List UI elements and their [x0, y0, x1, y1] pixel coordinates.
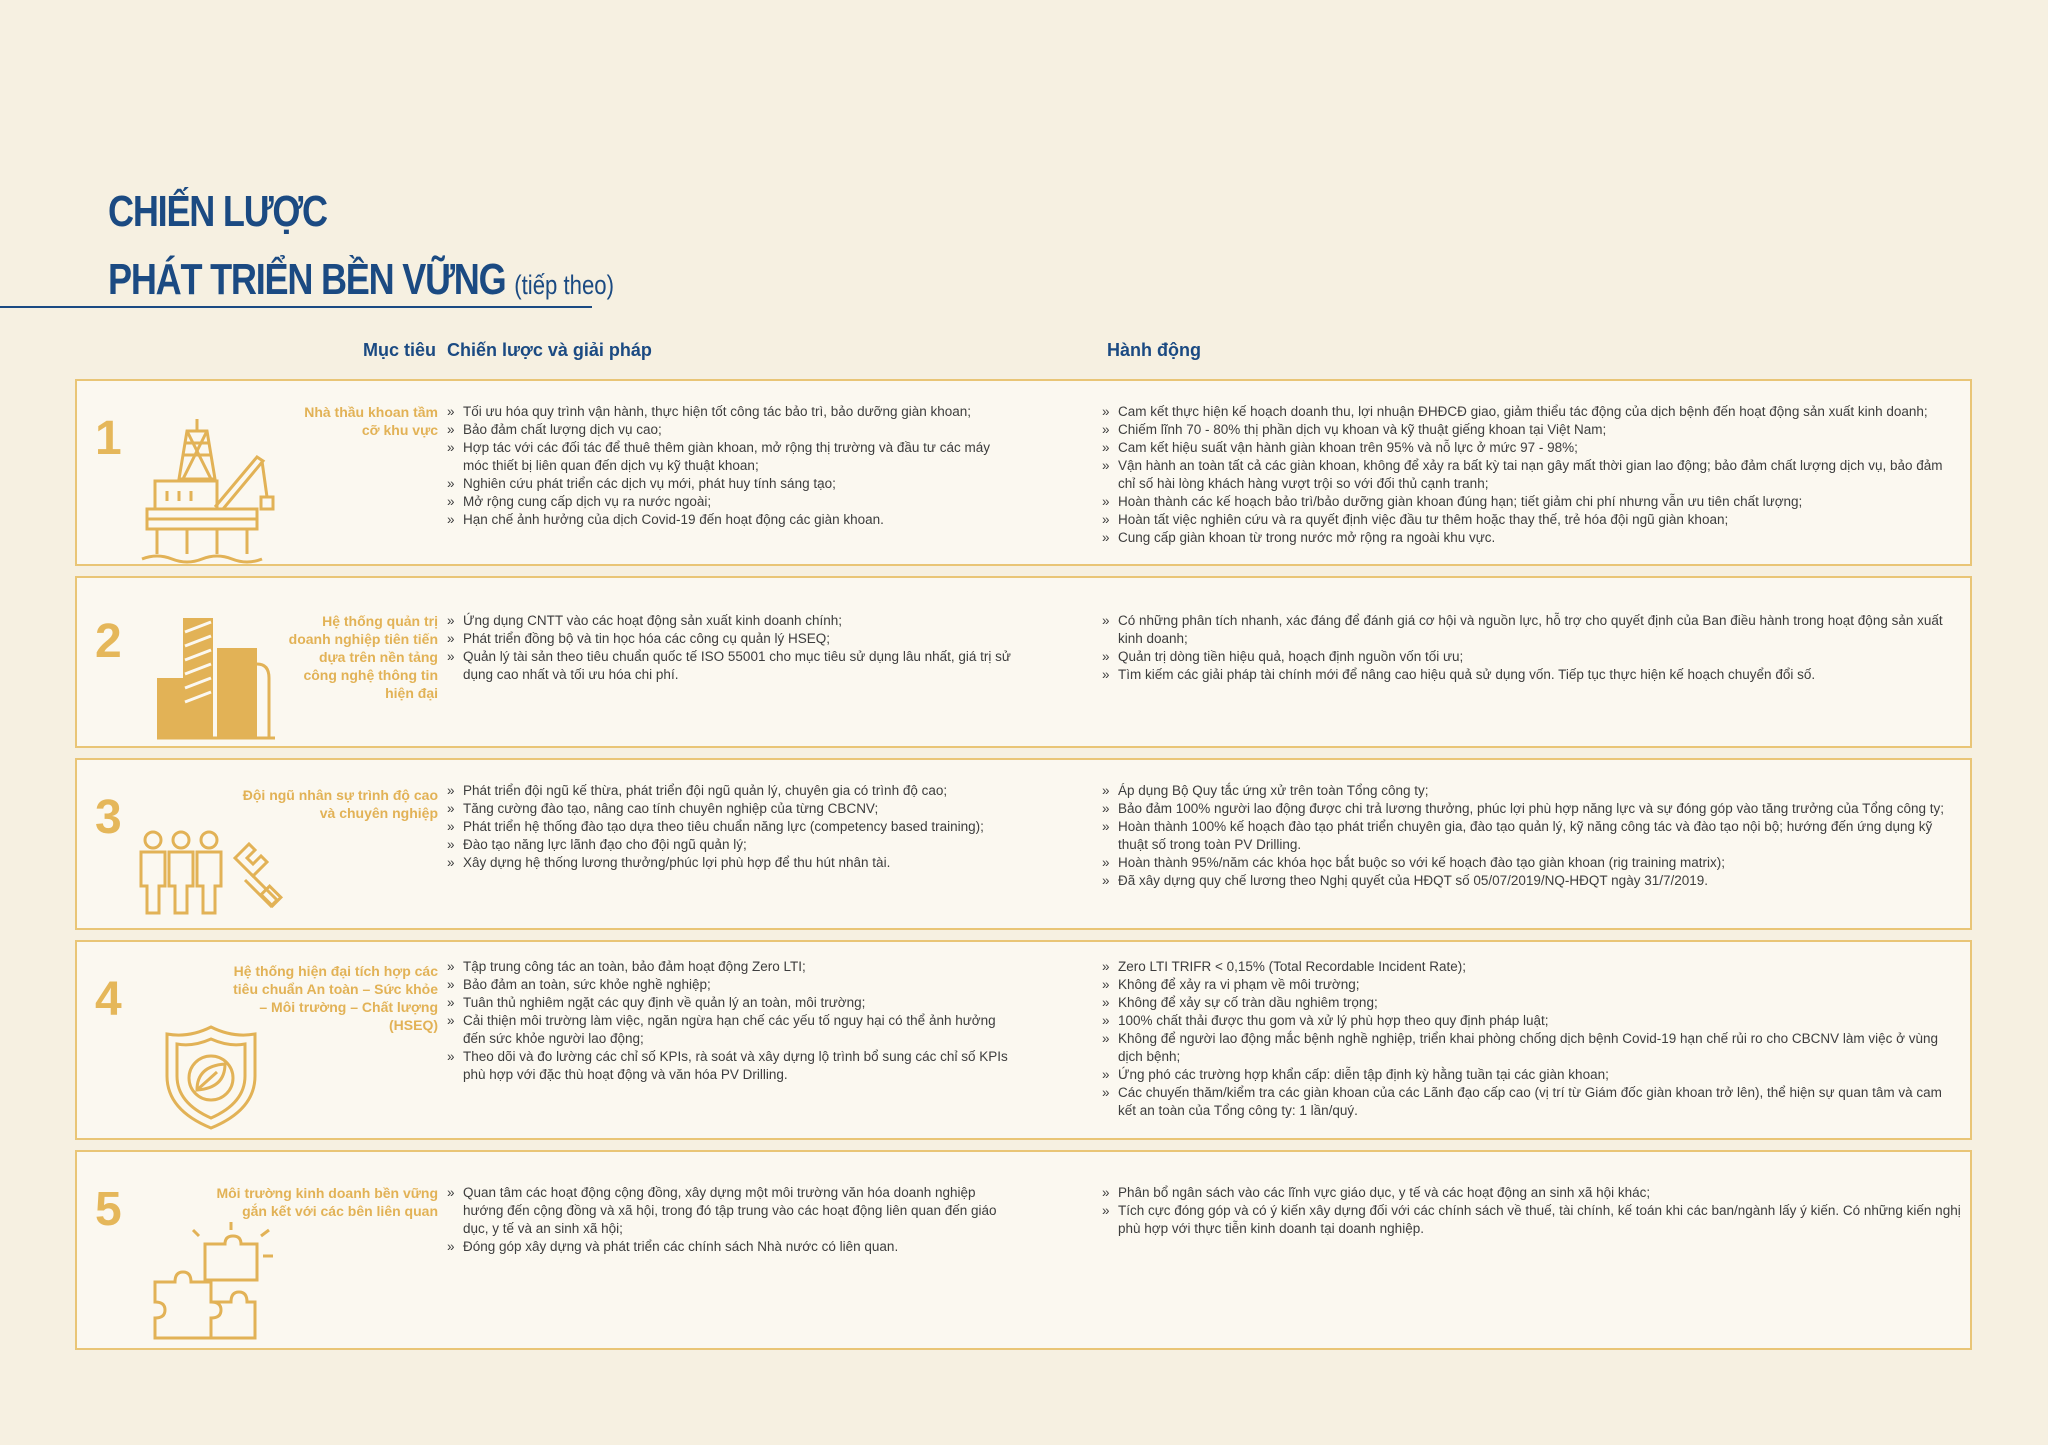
list-item: » Phát triển đồng bộ và tin học hóa các công cụ quản lý HSEQ; — [447, 630, 1017, 648]
list-item: » Nghiên cứu phát triển các dịch vụ mới, phát huy tính sáng tạo; — [447, 475, 1017, 493]
list-item: » Không để xảy sự cố tràn dầu nghiêm trọng; — [1102, 994, 1962, 1012]
column-header-goal: Mục tiêu — [363, 340, 437, 360]
list-item: » Theo dõi và đo lường các chỉ số KPIs, rà soát và xây dựng lộ trình bổ sung các chỉ số KPIs phù hợp với đặc thù hoạt động và văn hóa PV Drilling. — [447, 1048, 1017, 1084]
list-item: » Tăng cường đào tạo, nâng cao tính chuyên nghiệp của từng CBCNV; — [447, 800, 1017, 818]
strategy-list — [447, 782, 1017, 872]
list-item: » Các chuyến thăm/kiểm tra các giàn khoan của các Lãnh đạo cấp cao (vị trí từ Giám đốc giàn khoan trở lên), thể hiện sự quan tâm và cam kết an toàn của Tổng công ty: 1 lần/quý. — [1102, 1084, 1962, 1120]
list-item: » Tập trung công tác an toàn, bảo đảm hoạt động Zero LTI; — [447, 958, 1017, 976]
strategy-row-2 — [75, 576, 1972, 748]
title-line-2 — [108, 246, 614, 319]
row-number: 1 — [95, 412, 122, 465]
list-item: » Hạn chế ảnh hưởng của dịch Covid-19 đến hoạt động các giàn khoan. — [447, 511, 1017, 529]
title-line-2-text: PHÁT TRIỂN BỀN VỮNG — [108, 255, 506, 304]
list-item: » Vận hành an toàn tất cả các giàn khoan, không để xảy ra bất kỳ tai nạn gây mất thời gian lao động; bảo đảm chất lượng dịch vụ, bảo đảm chỉ số hài lòng khách hàng vượt trội so với đối thủ cạnh tranh; — [1102, 457, 1962, 493]
goal-label: Môi trường kinh doanh bền vững gắn kết với các bên liên quan — [216, 1185, 438, 1219]
column-header-strategy: Chiến lược và giải pháp — [447, 340, 652, 360]
row-number: 2 — [95, 615, 122, 668]
strategy-row-4 — [75, 940, 1972, 1140]
list-item: » Hoàn thành 100% kế hoạch đào tạo phát triển chuyên gia, đào tạo quản lý, kỹ năng công tác và đào tạo nội bộ; hướng đến ứng dụng kỹ thuật số trong toàn PV Drilling. — [1102, 818, 1962, 854]
list-item: » Tích cực đóng góp và có ý kiến xây dựng đối với các chính sách về thuế, tài chính, kế toán khi các ban/ngành lấy ý kiến. Có những kiến nghị phù hợp với thực tiễn kinh doanh tại doanh nghiệp. — [1102, 1202, 1962, 1238]
list-item: » 100% chất thải được thu gom và xử lý phù hợp theo quy định pháp luật; — [1102, 1012, 1962, 1030]
list-item: » Đã xây dựng quy chế lương theo Nghị quyết của HĐQT số 05/07/2019/NQ-HĐQT ngày 31/7/2019. — [1102, 872, 1962, 890]
strategy-row-1 — [75, 379, 1972, 566]
list-item: » Cung cấp giàn khoan từ trong nước mở rộng ra ngoài khu vực. — [1102, 529, 1962, 547]
list-item: » Tìm kiếm các giải pháp tài chính mới để nâng cao hiệu quả sử dụng vốn. Tiếp tục thực hiện kế hoạch chuyển đổi số. — [1102, 666, 1962, 684]
list-item: » Hoàn tất việc nghiên cứu và ra quyết định việc đầu tư thêm hoặc thay thế, trẻ hóa đội ngũ giàn khoan; — [1102, 511, 1962, 529]
drilling-rig-icon — [137, 419, 297, 564]
list-item: » Không để người lao động mắc bệnh nghề nghiệp, triển khai phòng chống dịch bệnh Covid-19 hạn chế rủi ro cho CBCNV làm việc ở vùng dịch bệnh; — [1102, 1030, 1962, 1066]
title-line-1: CHIẾN LƯỢC — [108, 187, 327, 236]
action-list — [1102, 612, 1962, 684]
page-title — [108, 178, 614, 319]
list-item: » Tối ưu hóa quy trình vận hành, thực hiện tốt công tác bảo trì, bảo dưỡng giàn khoan; — [447, 403, 1017, 421]
strategy-list — [447, 1184, 1017, 1256]
list-item: » Áp dụng Bộ Quy tắc ứng xử trên toàn Tổng công ty; — [1102, 782, 1962, 800]
action-list — [1102, 958, 1962, 1120]
strategy-list — [447, 612, 1017, 684]
list-item: » Mở rộng cung cấp dịch vụ ra nước ngoài; — [447, 493, 1017, 511]
list-item: » Hợp tác với các đối tác để thuê thêm giàn khoan, mở rộng thị trường và đầu tư các máy móc thiết bị liên quan đến dịch vụ kỹ thuật khoan; — [447, 439, 1017, 475]
puzzle-icon — [145, 1222, 275, 1342]
list-item: » Bảo đảm an toàn, sức khỏe nghề nghiệp; — [447, 976, 1017, 994]
list-item: » Hoàn thành 95%/năm các khóa học bắt buộc so với kế hoạch đào tạo giàn khoan (rig training matrix); — [1102, 854, 1962, 872]
row-number: 3 — [95, 791, 122, 844]
list-item: » Cam kết hiệu suất vận hành giàn khoan trên 95% và nỗ lực ở mức 97 - 98%; — [1102, 439, 1962, 457]
list-item: » Không để xảy ra vi phạm về môi trường; — [1102, 976, 1962, 994]
goal-label: Đội ngũ nhân sự trình độ cao và chuyên nghiệp — [242, 787, 438, 821]
list-item: » Quản trị dòng tiền hiệu quả, hoạch định nguồn vốn tối ưu; — [1102, 648, 1962, 666]
team-tools-icon — [135, 828, 295, 918]
strategy-row-3 — [75, 758, 1972, 930]
goal-label: Hệ thống hiện đại tích hợp các tiêu chuẩn An toàn – Sức khỏe – Môi trường – Chất lượng (HSEQ) — [233, 963, 438, 1033]
list-item: » Xây dựng hệ thống lương thưởng/phúc lợi phù hợp để thu hút nhân tài. — [447, 854, 1017, 872]
title-suffix: (tiếp theo) — [514, 270, 614, 300]
goal-label: Hệ thống quản trị doanh nghiệp tiên tiến dựa trên nền tảng công nghệ thông tin hiện đại — [288, 613, 438, 701]
list-item: » Hoàn thành các kế hoạch bảo trì/bảo dưỡng giàn khoan đúng hạn; tiết giảm chi phí nhưng vẫn ưu tiên chất lượng; — [1102, 493, 1962, 511]
list-item: » Phân bổ ngân sách vào các lĩnh vực giáo dục, y tế và các hoạt động an sinh xã hội khác; — [1102, 1184, 1962, 1202]
list-item: » Cam kết thực hiện kế hoạch doanh thu, lợi nhuận ĐHĐCĐ giao, giảm thiểu tác động của dịch bệnh đến hoạt động sản xuất kinh doanh; — [1102, 403, 1962, 421]
list-item: » Ứng dụng CNTT vào các hoạt động sản xuất kinh doanh chính; — [447, 612, 1017, 630]
action-list — [1102, 1184, 1962, 1238]
column-header-action: Hành động — [1107, 340, 1201, 360]
list-item: » Quản lý tài sản theo tiêu chuẩn quốc tế ISO 55001 cho mục tiêu sử dụng lâu nhất, giá trị sử dụng cao nhất và tối ưu hóa chi phí. — [447, 648, 1017, 684]
buildings-icon — [157, 618, 277, 740]
list-item: » Phát triển đội ngũ kế thừa, phát triển đội ngũ quản lý, chuyên gia có trình độ cao; — [447, 782, 1017, 800]
action-list — [1102, 782, 1962, 890]
strategy-list — [447, 958, 1017, 1084]
list-item: » Ứng phó các trường hợp khẩn cấp: diễn tập định kỳ hằng tuần tại các giàn khoan; — [1102, 1066, 1962, 1084]
list-item: » Quan tâm các hoạt động cộng đồng, xây dựng một môi trường văn hóa doanh nghiệp hướng đến cộng đồng và xã hội, trong đó tập trung vào các hoạt động liên quan đến giáo dục, y tế và an sinh xã hội; — [447, 1184, 1017, 1238]
title-divider — [0, 306, 592, 308]
list-item: » Phát triển hệ thống đào tạo dựa theo tiêu chuẩn năng lực (competency based training); — [447, 818, 1017, 836]
list-item: » Cải thiện môi trường làm việc, ngăn ngừa hạn chế các yếu tố nguy hại có thể ảnh hưởng đến sức khỏe người lao động; — [447, 1012, 1017, 1048]
action-list — [1102, 403, 1962, 547]
list-item: » Có những phân tích nhanh, xác đáng để đánh giá cơ hội và nguồn lực, hỗ trợ cho quyết định của Ban điều hành trong hoạt động sản xuất kinh doanh; — [1102, 612, 1962, 648]
list-item: » Chiếm lĩnh 70 - 80% thị phần dịch vụ khoan và kỹ thuật giếng khoan tại Việt Nam; — [1102, 421, 1962, 439]
strategy-list — [447, 403, 1017, 529]
list-item: » Đóng góp xây dựng và phát triển các chính sách Nhà nước có liên quan. — [447, 1238, 1017, 1256]
list-item: » Zero LTI TRIFR < 0,15% (Total Recordable Incident Rate); — [1102, 958, 1962, 976]
list-item: » Bảo đảm chất lượng dịch vụ cao; — [447, 421, 1017, 439]
list-item: » Tuân thủ nghiêm ngặt các quy định về quản lý an toàn, môi trường; — [447, 994, 1017, 1012]
row-number: 5 — [95, 1183, 122, 1236]
shield-leaf-icon — [163, 1024, 259, 1132]
strategy-row-5 — [75, 1150, 1972, 1350]
list-item: » Đào tạo năng lực lãnh đạo cho đội ngũ quản lý; — [447, 836, 1017, 854]
list-item: » Bảo đảm 100% người lao động được chi trả lương thưởng, phúc lợi phù hợp năng lực và sự đóng góp vào tăng trưởng của Tổng công ty; — [1102, 800, 1962, 818]
goal-label: Nhà thầu khoan tầm cỡ khu vực — [304, 404, 438, 438]
row-number: 4 — [95, 973, 122, 1026]
